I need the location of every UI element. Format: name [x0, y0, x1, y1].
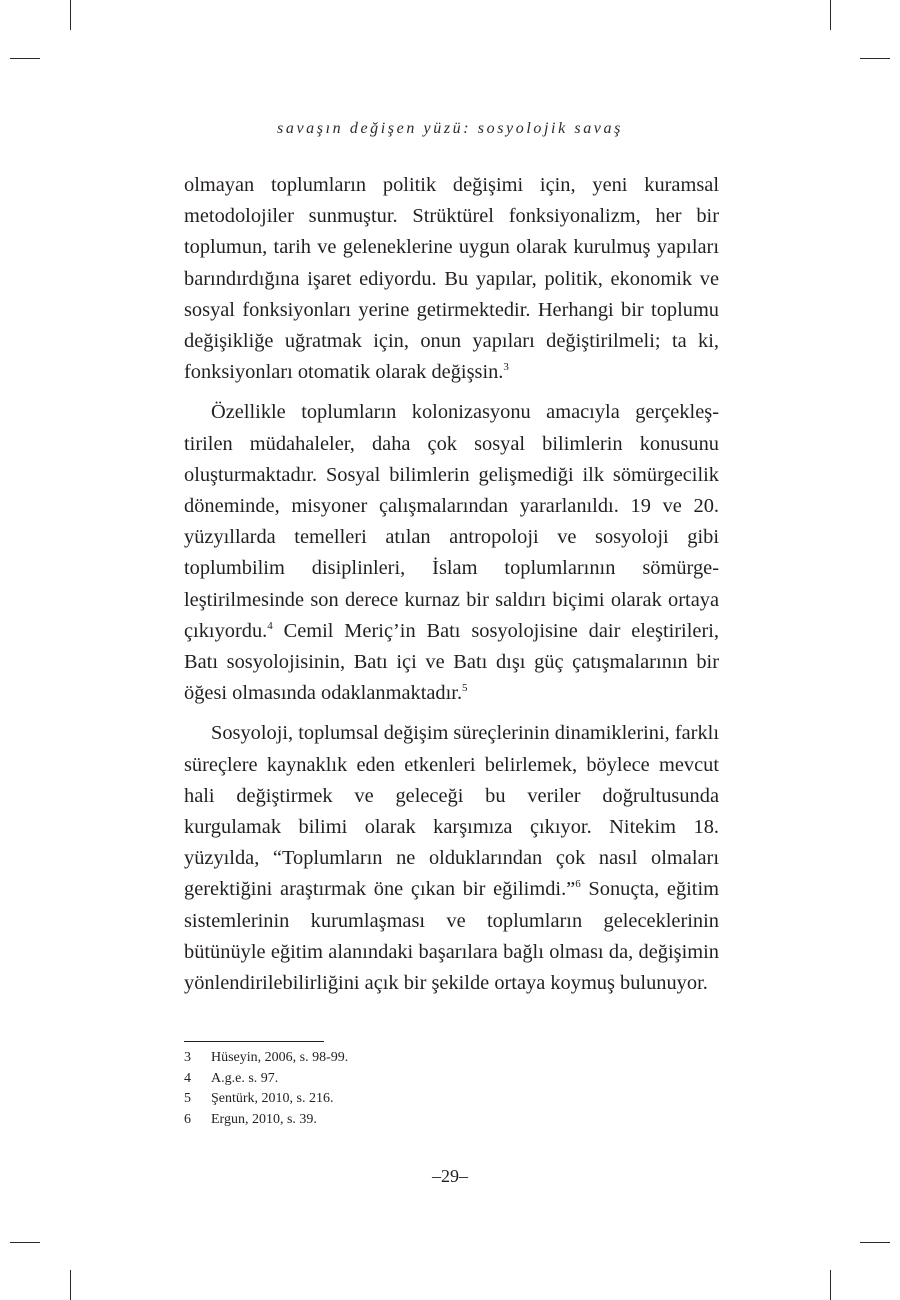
footnote-text: Hüseyin, 2006, s. 98-99.: [211, 1050, 349, 1065]
page-number: –29–: [432, 1166, 468, 1186]
footnotes: [184, 1048, 719, 1130]
paragraph: [184, 170, 719, 388]
footnote-item: [184, 1069, 719, 1090]
crop-mark-top-left-horizontal: [10, 58, 40, 59]
footnote-ref: 3: [503, 361, 509, 374]
footnote-number: 6: [184, 1111, 191, 1127]
footnote-ref: 6: [575, 878, 581, 891]
footnote-item: [184, 1048, 719, 1069]
crop-mark-bottom-right-horizontal: [860, 1242, 890, 1243]
footnote-text: Ergun, 2010, s. 39.: [211, 1111, 317, 1127]
crop-mark-top-right-vertical: [830, 0, 831, 30]
footnote-number: 3: [184, 1050, 191, 1065]
paragraph-text: Özellikle toplumların kolonizasyonu amacıyla gerçekleştirilen müdahaleler, daha çok sosyal bilimlerin konusunu oluşturmaktadır. Sosyal bilimlerin gelişmediği ilk sömürgecilik döneminde, misyoner çalışmalarından yararlanıldı. 19 ve 20. yüzyıllarda temelleri atılan antropoloji ve sosyoloji gibi toplumbilim disiplinleri, İslam toplumlarının sömürgeleştirilmesinde son derece kurnaz bir saldırı biçimi olarak ortaya çıkıyordu.: [184, 401, 719, 642]
paragraph-text: olmayan toplumların politik değişimi için, yeni kuramsal metodolojiler sunmuştur. Strüktürel fonksiyonalizm, her bir toplumun, tarih ve geleneklerine uygun olarak kurulmuş yapıları barındırdığına işaret ediyordu. Bu yapılar, politik, ekonomik ve sosyal fonksiyonları yerine getirmektedir. Herhangi bir toplumu değişikliğe uğratmak için, onun yapıları değiştirilmeli; ta ki, fonksiyonları otomatik olarak değişsin.: [184, 174, 719, 384]
footnote-text: Şentürk, 2010, s. 216.: [211, 1091, 334, 1106]
crop-mark-top-left-vertical: [70, 0, 71, 30]
paragraph-text: Cemil Meriç’in Batı sosyolojisine dair eleştirileri, Batı sosyolojisinin, Batı içi ve Batı dışı güç çatışmalarının bir öğesi olmasında odaklanmaktadır.: [184, 619, 719, 705]
footnote-ref: 5: [462, 682, 468, 695]
paragraph-text: Sonuçta, eğitim sistemlerinin kurumlaşması ve toplumların geleceklerinin bütünüyle eğitim alanındaki başarılara bağlı olması da, değişimin yönlendirilebilirliğini açık bir şekilde ortaya koymuş bulunuyor.: [184, 878, 719, 995]
footnote-text: A.g.e. s. 97.: [211, 1070, 279, 1086]
running-head: savaşın değişen yüzü: sosyolojik savaş: [277, 120, 623, 137]
crop-mark-bottom-left-vertical: [70, 1270, 71, 1300]
footnote-number: 4: [184, 1070, 191, 1086]
footnote-item: [184, 1089, 719, 1110]
body-text: [184, 170, 719, 1008]
crop-mark-bottom-right-vertical: [830, 1270, 831, 1300]
paragraph-text: Sosyoloji, toplumsal değişim süreçlerinin dinamiklerini, farklı süreçlere kaynaklık eden etkenleri belirlemek, böylece mevcut hali değiştirmek ve geleceği bu veriler doğrultusunda kurgulamak bilimi olarak karşımıza çıkıyor. Nitekim 18. yüzyılda, “Toplumların ne olduklarından çok nasıl olmaları gerektiğini araştırmak öne çıkan bir eğilimdi.”: [184, 722, 719, 901]
crop-mark-top-right-horizontal: [860, 58, 890, 59]
footnote-item: [184, 1110, 719, 1131]
paragraph: [184, 718, 719, 999]
footnote-number: 5: [184, 1091, 191, 1106]
footnote-ref: 4: [267, 619, 273, 632]
paragraph: [184, 397, 719, 709]
footnote-separator: [184, 1041, 324, 1042]
crop-mark-bottom-left-horizontal: [10, 1242, 40, 1243]
